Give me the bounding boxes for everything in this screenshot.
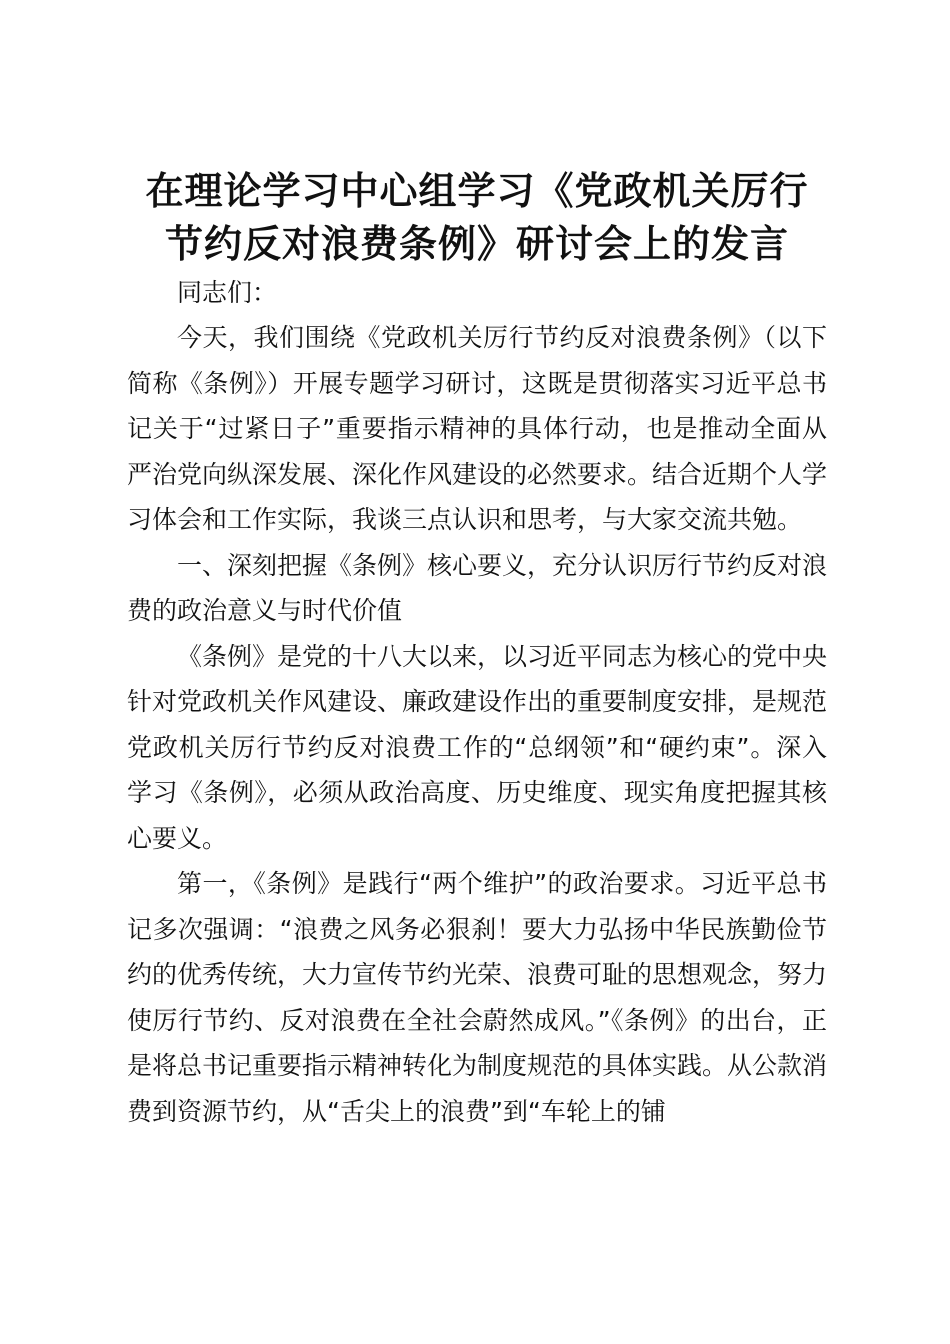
title-line-2: 节约反对浪费条例》研讨会上的发言 bbox=[164, 222, 789, 266]
paragraph-first-point: 第一，《条例》是践行“两个维护”的政治要求。习近平总书记多次强调：“浪费之风务必狠刹！要大力弘扬中华民族勤俭节约的优秀传统，大力宣传节约光荣、浪费可耻的思想观念，努力使厉行节约、反对浪费在全社会蔚然成风。”《条例》的出台，正是将总书记重要指示精神转化为制度规范的具体实践。从公款消费到资源节约，从“舌尖上的浪费”到“车轮上的铺 bbox=[127, 869, 828, 1126]
document-title bbox=[127, 165, 827, 271]
salutation: 同志们： bbox=[177, 278, 278, 307]
paragraph-regulation-overview: 《条例》是党的十八大以来，以习近平同志为核心的党中央针对党政机关作风建设、廉政建设作出的重要制度安排，是规范党政机关厉行节约反对浪费工作的“总纲领”和“硬约束”。深入学习《条例》，必须从政治高度、历史维度、现实角度把握其核心要义。 bbox=[127, 641, 828, 853]
paragraph-intro: 今天，我们围绕《党政机关厉行节约反对浪费条例》（以下简称《条例》）开展专题学习研讨，这既是贯彻落实习近平总书记关于“过紧日子”重要指示精神的具体行动，也是推动全面从严治党向纵深发展、深化作风建设的必然要求。结合近期个人学习体会和工作实际，我谈三点认识和思考，与大家交流共勉。 bbox=[127, 323, 828, 534]
document-page bbox=[127, 165, 827, 1134]
section-heading-1: 一、深刻把握《条例》核心要义，充分认识厉行节约反对浪费的政治意义与时代价值 bbox=[127, 550, 828, 625]
title-line-1: 在理论学习中心组学习《党政机关厉行 bbox=[145, 169, 809, 213]
